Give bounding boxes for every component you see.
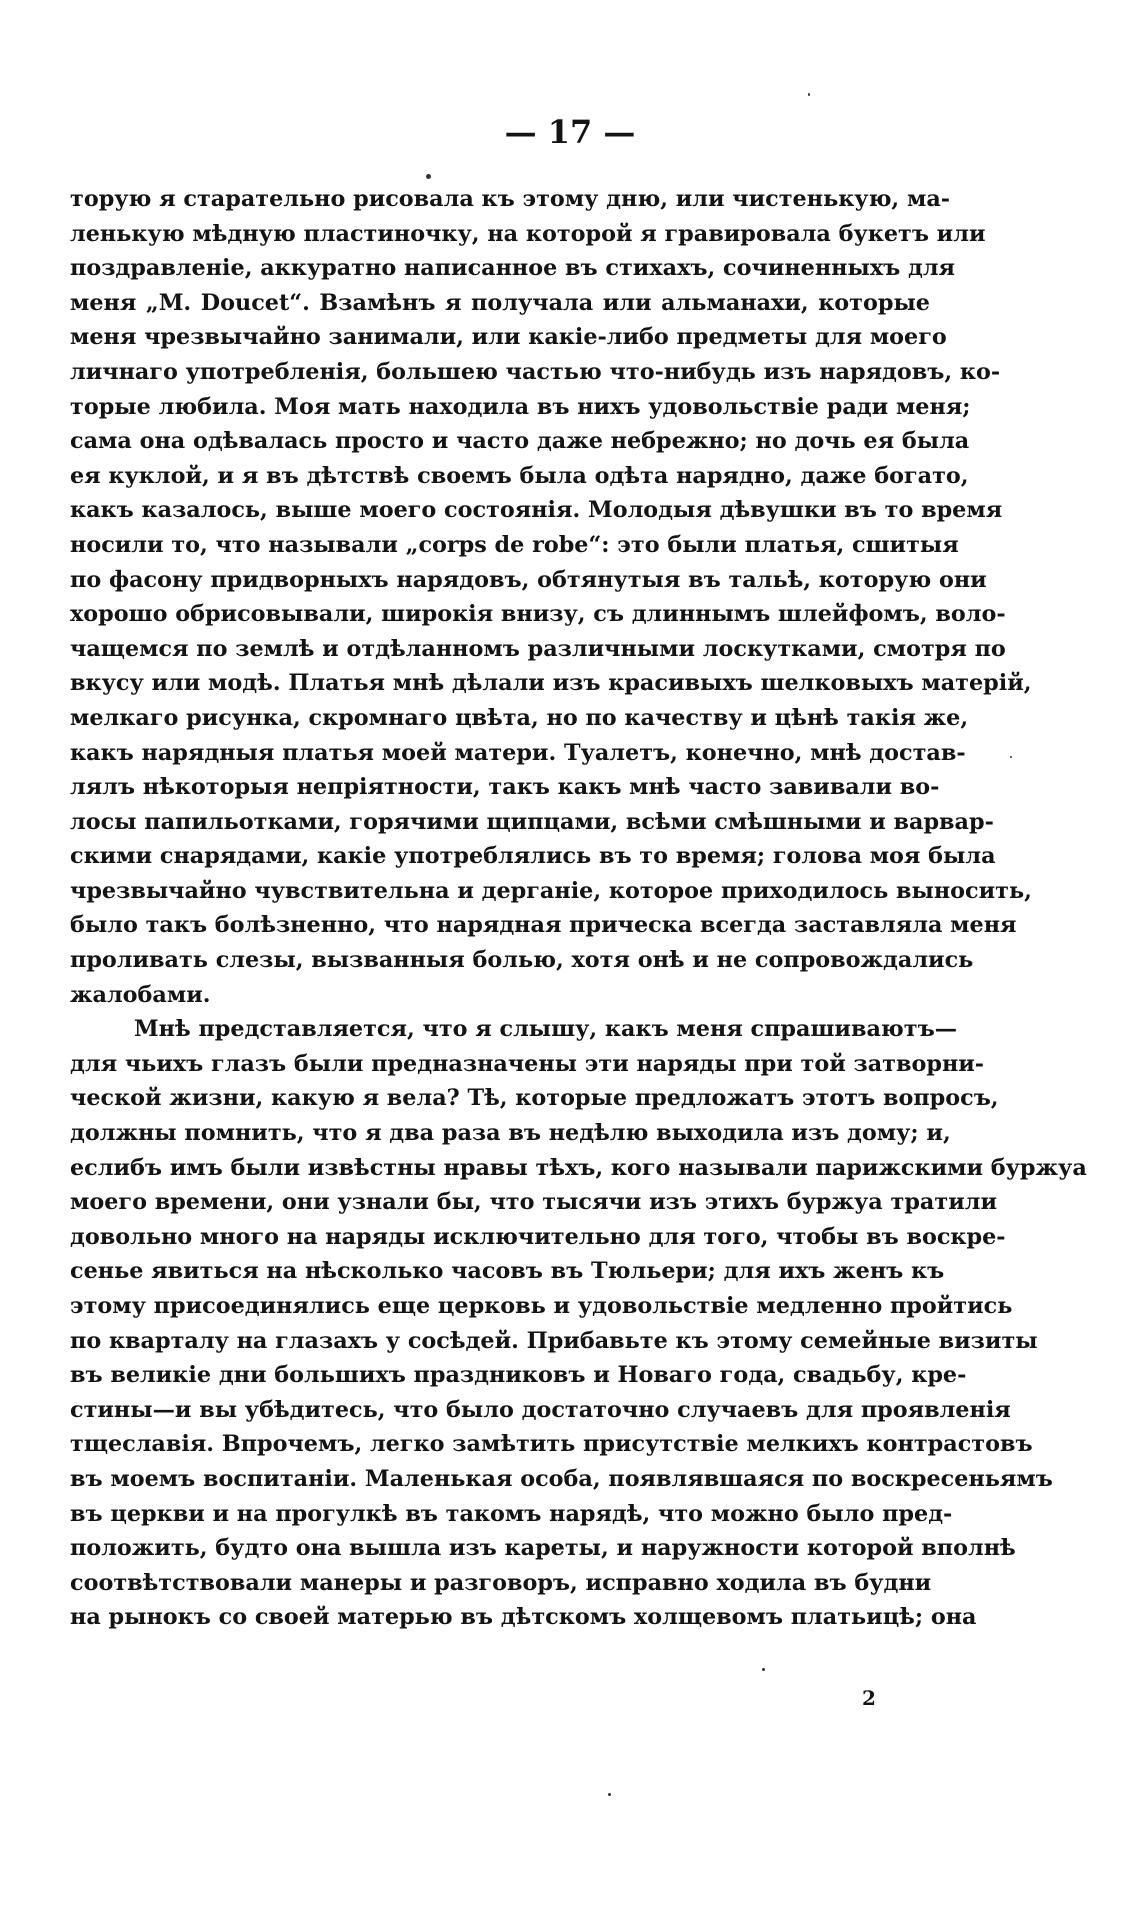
text-line: скими снарядами, какіе употреблялись въ то время; голова моя была bbox=[70, 843, 996, 870]
text-line: личнаго употребленія, большею частью что-нибудь изъ нарядовъ, ко- bbox=[70, 358, 1001, 385]
text-line: тщеславія. Впрочемъ, легко замѣтить присутствіе мелкихъ контрастовъ bbox=[70, 1431, 1033, 1458]
text-line: поздравленіе, аккуратно написанное въ стихахъ, сочиненныхъ для bbox=[70, 255, 956, 282]
text-line: вкусу или модѣ. Платья мнѣ дѣлали изъ красивыхъ шелковыхъ матерій, bbox=[70, 670, 1032, 697]
text-line: положить, будто она вышла изъ кареты, и наружности которой вполнѣ bbox=[70, 1535, 1016, 1562]
scan-speck bbox=[762, 1668, 765, 1671]
text-line: меня чрезвычайно занимали, или какіе-либо предметы для моего bbox=[70, 324, 947, 351]
text-line: по кварталу на глазахъ у сосѣдей. Прибавьте къ этому семейные визиты bbox=[70, 1327, 1038, 1354]
scan-speck bbox=[808, 93, 810, 96]
text-line: торые любила. Моя мать находила въ нихъ удовольствіе ради меня; bbox=[70, 393, 971, 420]
text-line: мелкаго рисунка, скромнаго цвѣта, но по качеству и цѣнѣ такія же, bbox=[70, 704, 969, 731]
text-line: еслибъ имъ были извѣстны нравы тѣхъ, кого называли парижскими буржуа bbox=[70, 1154, 1087, 1181]
text-line: на рынокъ со своей матерью въ дѣтскомъ холщевомъ платьицѣ; она bbox=[70, 1604, 977, 1631]
text-line: должны помнить, что я два раза въ недѣлю выходила изъ дому; и, bbox=[70, 1120, 951, 1147]
text-line: стины—и вы убѣдитесь, что было достаточно случаевъ для проявленія bbox=[70, 1396, 1011, 1423]
text-line: меня „M. Doucet“. Взамѣнъ я получала или альманахи, которые bbox=[70, 289, 930, 316]
text-line: этому присоединялись еще церковь и удовольствіе медленно пройтись bbox=[70, 1293, 1013, 1319]
signature-mark: 2 bbox=[862, 1686, 876, 1710]
text-line: по фасону придворныхъ нарядовъ, обтянутыя въ тальѣ, которую они bbox=[70, 566, 987, 593]
scan-speck bbox=[1010, 756, 1012, 758]
text-line: моего времени, они узнали бы, что тысячи изъ этихъ буржуа тратили bbox=[70, 1189, 997, 1216]
text-line: хорошо обрисовывали, широкія внизу, съ длиннымъ шлейфомъ, воло- bbox=[70, 601, 1006, 628]
text-line: лялъ нѣкоторыя непріятности, такъ какъ мнѣ часто завивали во- bbox=[70, 774, 940, 801]
text-line: жалобами. bbox=[70, 981, 211, 1008]
text-line: соотвѣтствовали манеры и разговоръ, исправно ходила въ будни bbox=[70, 1569, 932, 1596]
text-line: Мнѣ представляется, что я слышу, какъ меня спрашиваютъ— bbox=[134, 1016, 957, 1043]
text-line: носили то, что называли „corps de robe“: это были платья, сшитыя bbox=[70, 531, 959, 558]
text-line: ческой жизни, какую я вела? Тѣ, которые предложатъ этотъ вопросъ, bbox=[70, 1085, 999, 1112]
text-line: лосы папильотками, горячими щипцами, всѣми смѣшными и варвар- bbox=[70, 808, 994, 835]
scan-speck bbox=[426, 174, 431, 179]
text-line: въ моемъ воспитаніи. Маленькая особа, появлявшаяся по воскресеньямъ bbox=[70, 1465, 1053, 1492]
text-line: сама она одѣвалась просто и часто даже небрежно; но дочь ея была bbox=[70, 428, 970, 455]
text-line: въ церкви и на прогулкѣ въ такомъ нарядѣ, что можно было пред- bbox=[70, 1500, 953, 1527]
scan-speck bbox=[608, 1793, 611, 1796]
text-line: ленькую мѣдную пластиночку, на которой я гравировала букетъ или bbox=[70, 220, 986, 247]
text-line: довольно много на наряды исключительно для того, чтобы въ воскре- bbox=[70, 1223, 1006, 1250]
text-line: какъ казалось, выше моего состоянія. Молодыя дѣвушки въ то время bbox=[70, 497, 1003, 524]
text-line: какъ нарядныя платья моей матери. Туалетъ, конечно, мнѣ достав- bbox=[70, 739, 966, 766]
text-line: торую я старательно рисовала къ этому дню, или чистенькую, ма- bbox=[70, 186, 951, 212]
page-number: — 17 — bbox=[504, 113, 636, 151]
text-line: сенье явиться на нѣсколько часовъ въ Тюльери; для ихъ женъ къ bbox=[70, 1258, 945, 1285]
text-line: было такъ болѣзненно, что нарядная прическа всегда заставляла меня bbox=[70, 912, 1017, 939]
text-line: ея куклой, и я въ дѣтствѣ своемъ была одѣта нарядно, даже богато, bbox=[70, 462, 969, 489]
text-line: въ великіе дни большихъ праздниковъ и Новаго года, свадьбу, кре- bbox=[70, 1362, 967, 1389]
text-line: чащемся по землѣ и отдѣланномъ различными лоскутками, смотря по bbox=[70, 635, 1006, 662]
text-line: чрезвычайно чувствительна и дерганіе, которое приходилось выносить, bbox=[70, 877, 1032, 904]
body-text bbox=[70, 182, 1087, 1635]
text-line: для чьихъ глазъ были предназначены эти наряды при той затворни- bbox=[70, 1050, 985, 1077]
text-line: проливать слезы, вызванныя болью, хотя онѣ и не сопровождались bbox=[70, 947, 974, 974]
